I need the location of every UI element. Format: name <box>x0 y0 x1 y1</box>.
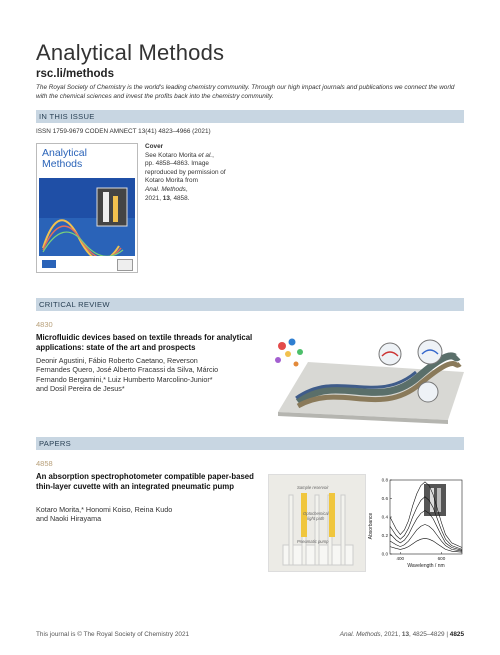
y-tick-label: 0.6 <box>381 496 388 502</box>
label-pneumatic-pump: Pneumatic pump <box>297 539 329 544</box>
footer-journal: Anal. Methods <box>339 631 381 638</box>
cover-caption-see: See Kotaro Morita <box>145 151 197 159</box>
rsc-logo <box>42 260 56 268</box>
section-papers: PAPERS <box>36 437 464 450</box>
chart-xlabel: Wavelength / nm <box>407 563 445 569</box>
cover-thumb-title <box>42 148 87 170</box>
paper-authors-line2: and Naoki Hirayama <box>36 514 102 524</box>
qr-code <box>117 259 133 271</box>
tagline: The Royal Society of Chemistry is the world's leading chemistry community. Through our high impact journals and publications we connect the world with the chemical sciences and invest the profits back into the chemistry community. <box>36 84 455 100</box>
review-page-number[interactable]: 4830 <box>36 320 53 329</box>
series-line-3 <box>390 511 462 551</box>
label-optical-path <box>303 511 329 521</box>
cover-thumbnail[interactable] <box>36 143 138 273</box>
review-authors <box>36 356 266 394</box>
y-tick-label: 0.4 <box>381 514 388 520</box>
footer-citation <box>340 631 464 638</box>
cover-caption-line5 <box>145 186 255 195</box>
chart-ylabel: Absorbance <box>368 512 374 540</box>
cover-caption-etal: et al. <box>198 151 213 159</box>
journal-title: Analytical Methods <box>36 40 225 65</box>
cover-caption-line3: reproduced by permission of <box>145 168 226 176</box>
cover-caption-page: , 4858. <box>169 194 190 202</box>
label-sample-reservoir: Sample reservoir <box>297 485 329 490</box>
footer-pages: , 4825–4829 | <box>409 631 450 638</box>
x-tick-label: 600 <box>437 556 446 561</box>
footer-year: , 2021, <box>380 631 402 638</box>
cover-caption-journal: Anal. Methods <box>145 185 186 193</box>
cover-caption-comma: , <box>212 151 214 159</box>
y-tick-label: 0.2 <box>381 533 388 539</box>
paper-authors <box>36 505 266 524</box>
section-in-this-issue: IN THIS ISSUE <box>36 110 464 123</box>
y-tick-label: 0.8 <box>381 477 388 483</box>
paper-page-number[interactable]: 4858 <box>36 459 53 468</box>
cover-caption-comma2: , <box>185 185 188 193</box>
chart-inset-cuvette <box>437 488 441 512</box>
issn-line: ISSN 1759-9679 CODEN AMNECT 13(41) 4823–4966 (2021) <box>36 128 211 135</box>
cover-caption-volume: 13 <box>162 194 170 202</box>
x-tick-label: 400 <box>396 556 405 561</box>
cover-caption-line1 <box>145 152 255 161</box>
paper-device-photo <box>268 474 366 572</box>
cover-label: Cover <box>145 143 164 150</box>
section-critical-review: CRITICAL REVIEW <box>36 298 464 311</box>
label-optical-path-line1: Optochemical <box>303 511 329 516</box>
chart-marks <box>382 478 462 561</box>
review-authors-line3: Fernando Bergamini,* Luiz Humberto Marcolino-Junior* <box>36 374 213 384</box>
footer-volume: 13 <box>401 631 410 638</box>
footer-copyright: This journal is © The Royal Society of Chemistry 2021 <box>36 631 190 638</box>
journal-url[interactable]: rsc.li/methods <box>36 68 114 80</box>
absorbance-chart <box>366 474 466 570</box>
label-optical-path-line2: light path <box>307 516 325 521</box>
review-authors-line4: and Dosil Pereira de Jesus* <box>36 384 125 394</box>
cover-art-image <box>39 178 135 256</box>
paper-authors-line1: Kotaro Morita,* Honomi Koiso, Reina Kudo <box>36 505 173 514</box>
review-authors-line1: Deonir Agustini, Fábio Roberto Caetano, Reverson <box>36 356 198 365</box>
review-title[interactable]: Microfluidic devices based on textile threads for analytical applications: state of the art and prospects <box>36 333 253 352</box>
review-authors-line2: Fernandes Quero, José Alberto Fracassi da Silva, Márcio <box>36 365 219 375</box>
cover-caption <box>145 143 255 203</box>
cover-thumb-title-line1: Analytical <box>42 147 87 159</box>
cover-caption-line6 <box>145 195 255 204</box>
review-graphical-abstract <box>268 332 464 424</box>
cover-caption-year: 2021, <box>145 194 163 202</box>
paper-title[interactable]: An absorption spectrophotometer compatible paper-based thin-layer cuvette with an integrated pneumatic pump <box>36 472 254 491</box>
footer-page-number: 4825 <box>449 631 464 638</box>
cover-caption-line2: pp. 4858–4863. Image <box>145 160 209 168</box>
cover-thumb-title-line2: Methods <box>42 158 83 170</box>
cover-caption-line4: Kotaro Morita from <box>145 177 198 185</box>
y-tick-label: 0.0 <box>381 551 388 557</box>
